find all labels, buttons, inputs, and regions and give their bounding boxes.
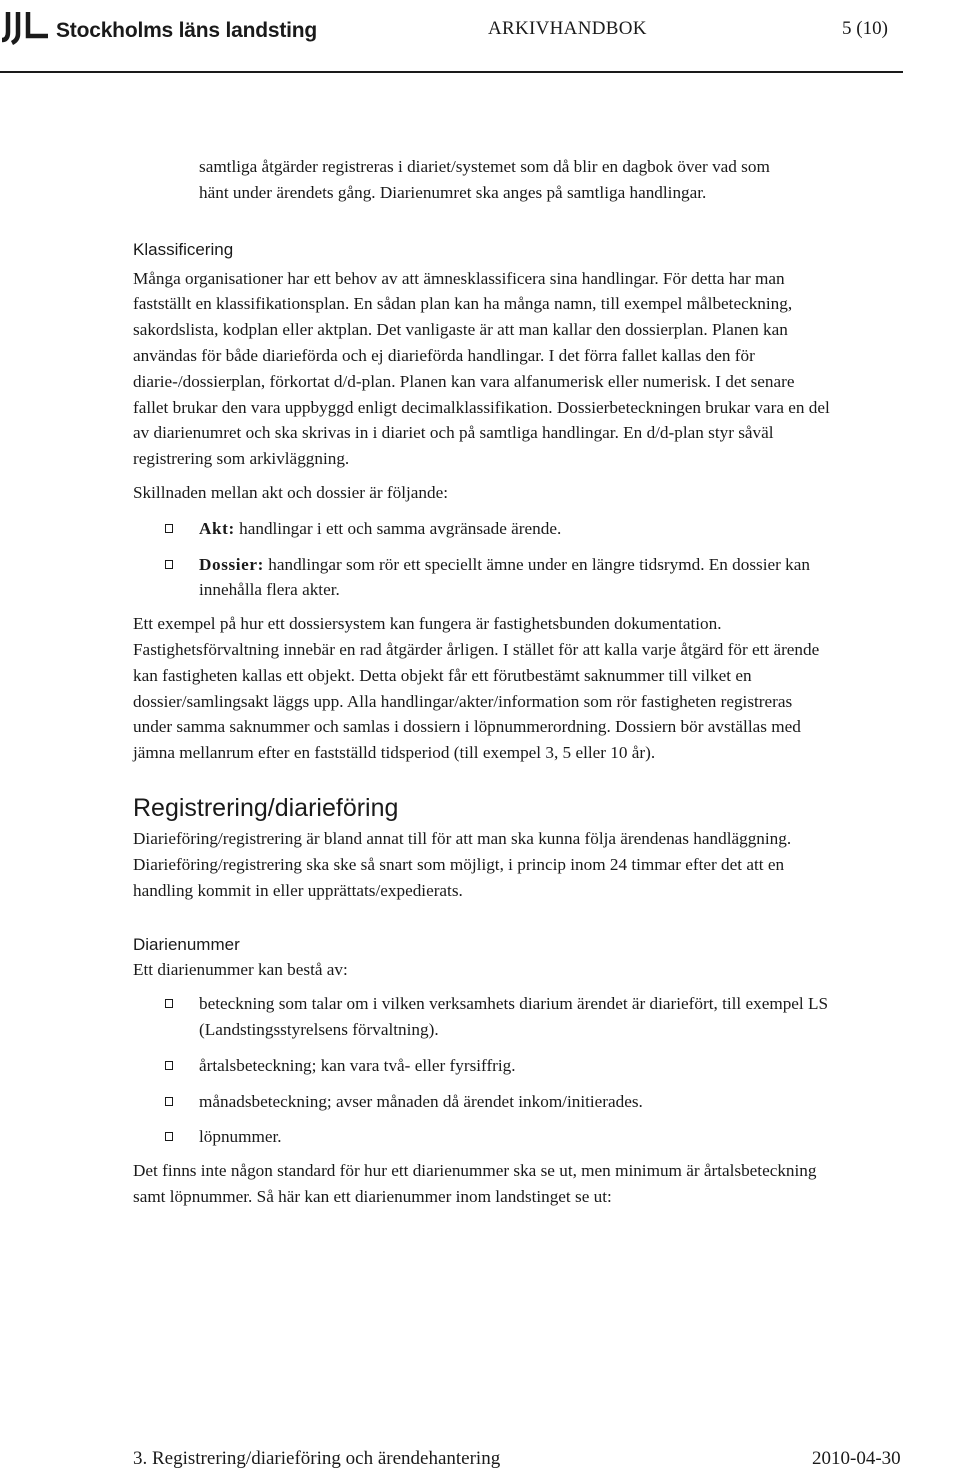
heading-registrering: Registrering/diarieföring [133, 793, 399, 822]
registrering-paragraph: Diarieföring/registrering är bland annat till för att man ska kunna följa ärendenas handläggning. Diarieföring/registrering ska ske så snart som möjligt, i princip inom 24 timmar efter det att en handling kommit in eller upprättats/expedierats. [133, 828, 792, 900]
term-akt-definition: handlingar i ett och samma avgränsade ärende. [234, 518, 562, 538]
klassificering-paragraph: Många organisationer har ett behov av att ämnesklassificera sina handlingar. För detta har man fastställt en klassifikationsplan. En sådan plan kan ha många namn, till exempel målbeteckning, sakordslista, kodplan eller aktplan. Det vanligaste är att man kallar den dossierplan. Planen kan användas för både diarieförda och ej diarieförda handlingar. I det förra fallet kallas den för diarie-/dossierplan, förkortat d/d-plan. Planen kan vara alfanumerisk eller numerisk. I det senare fallet brukar den vara uppbyggd enligt decimalklassifikation. Dossierbeteckningen brukar vara en del av diarienumret och ska skrivas in i diariet och på samtliga handlingar. En d/d-plan styr såväl registrering som arkivläggning. [133, 268, 830, 469]
list-item-dossier [133, 552, 833, 604]
heading-klassificering: Klassificering [133, 239, 234, 259]
intro-paragraph: samtliga åtgärder registreras i diariet/systemet som då blir en dagbok över vad som hänt under ärendets gång. Diarienumret ska anges på samtliga handlingar. [199, 157, 770, 202]
logo [2, 10, 317, 46]
checkbox-bullet-icon [165, 1061, 173, 1070]
list-item-text: löpnummer. [199, 1127, 282, 1147]
list-item-text: månadsbeteckning; avser månaden då ärendet inkom/initierades. [199, 1091, 643, 1111]
diarienummer-closing: Det finns inte någon standard för hur ett diarienummer ska se ut, men minimum är årtalsbeteckning samt löpnummer. Så här kan ett diarienummer inom landstinget se ut: [133, 1161, 817, 1206]
heading-diarienummer: Diarienummer [133, 935, 240, 955]
dossier-example-paragraph: Ett exempel på hur ett dossiersystem kan fungera är fastighetsbunden dokumentation. Fastighetsförvaltning innebär en rad åtgärder årligen. I stället för att kalla varje åtgärd för ett ärende kan fastigheten kallas ett objekt. Detta objekt får ett förutbestämt saknummer till vilket en dossier/samlingsakt läggs upp. Alla handlingar/akter/information som rör fastigheten registreras under samma saknummer och samlas i dossiern i löpnummerordning. Dossiern bör avställas med jämna mellanrum efter en fastställd tidsperiod (till exempel 3, 5 eller 10 år). [133, 614, 820, 763]
term-dossier: Dossier: [199, 554, 264, 574]
list-item-text: årtalsbeteckning; kan vara två- eller fyrsiffrig. [199, 1055, 516, 1075]
checkbox-bullet-icon [165, 1132, 173, 1141]
list-item [133, 1053, 833, 1079]
footer-date: 2010-04-30 [812, 1448, 901, 1469]
term-akt: Akt: [199, 518, 235, 538]
term-dossier-definition: handlingar som rör ett speciellt ämne under en längre tidsrymd. En dossier kan innehålla flera akter. [199, 554, 810, 600]
document-title: ARKIVHANDBOK [488, 18, 647, 39]
diarienummer-intro: Ett diarienummer kan bestå av: [133, 960, 348, 980]
akt-dossier-list [133, 516, 833, 603]
checkbox-bullet-icon [165, 524, 173, 533]
diarienummer-list [133, 991, 833, 1150]
logo-text: Stockholms läns landsting [56, 19, 318, 42]
list-item [133, 991, 833, 1043]
page-number: 5 (10) [842, 18, 888, 39]
page-content [133, 154, 833, 1210]
list-item-akt [133, 516, 833, 542]
list-item [133, 1089, 833, 1115]
footer-section: 3. Registrering/diarieföring och ärendehantering [133, 1448, 501, 1469]
checkbox-bullet-icon [165, 999, 173, 1008]
page-header [0, 0, 960, 76]
list-item-text: beteckning som talar om i vilken verksamhets diarium ärendet är diariefört, till exempel LS (Landstingsstyrelsens förvaltning). [199, 994, 829, 1039]
checkbox-bullet-icon [165, 560, 173, 569]
header-divider [0, 71, 903, 73]
checkbox-bullet-icon [165, 1097, 173, 1106]
akt-dossier-intro: Skillnaden mellan akt och dossier är följande: [133, 482, 449, 502]
list-item [133, 1124, 833, 1150]
sll-logo-icon [2, 10, 50, 46]
